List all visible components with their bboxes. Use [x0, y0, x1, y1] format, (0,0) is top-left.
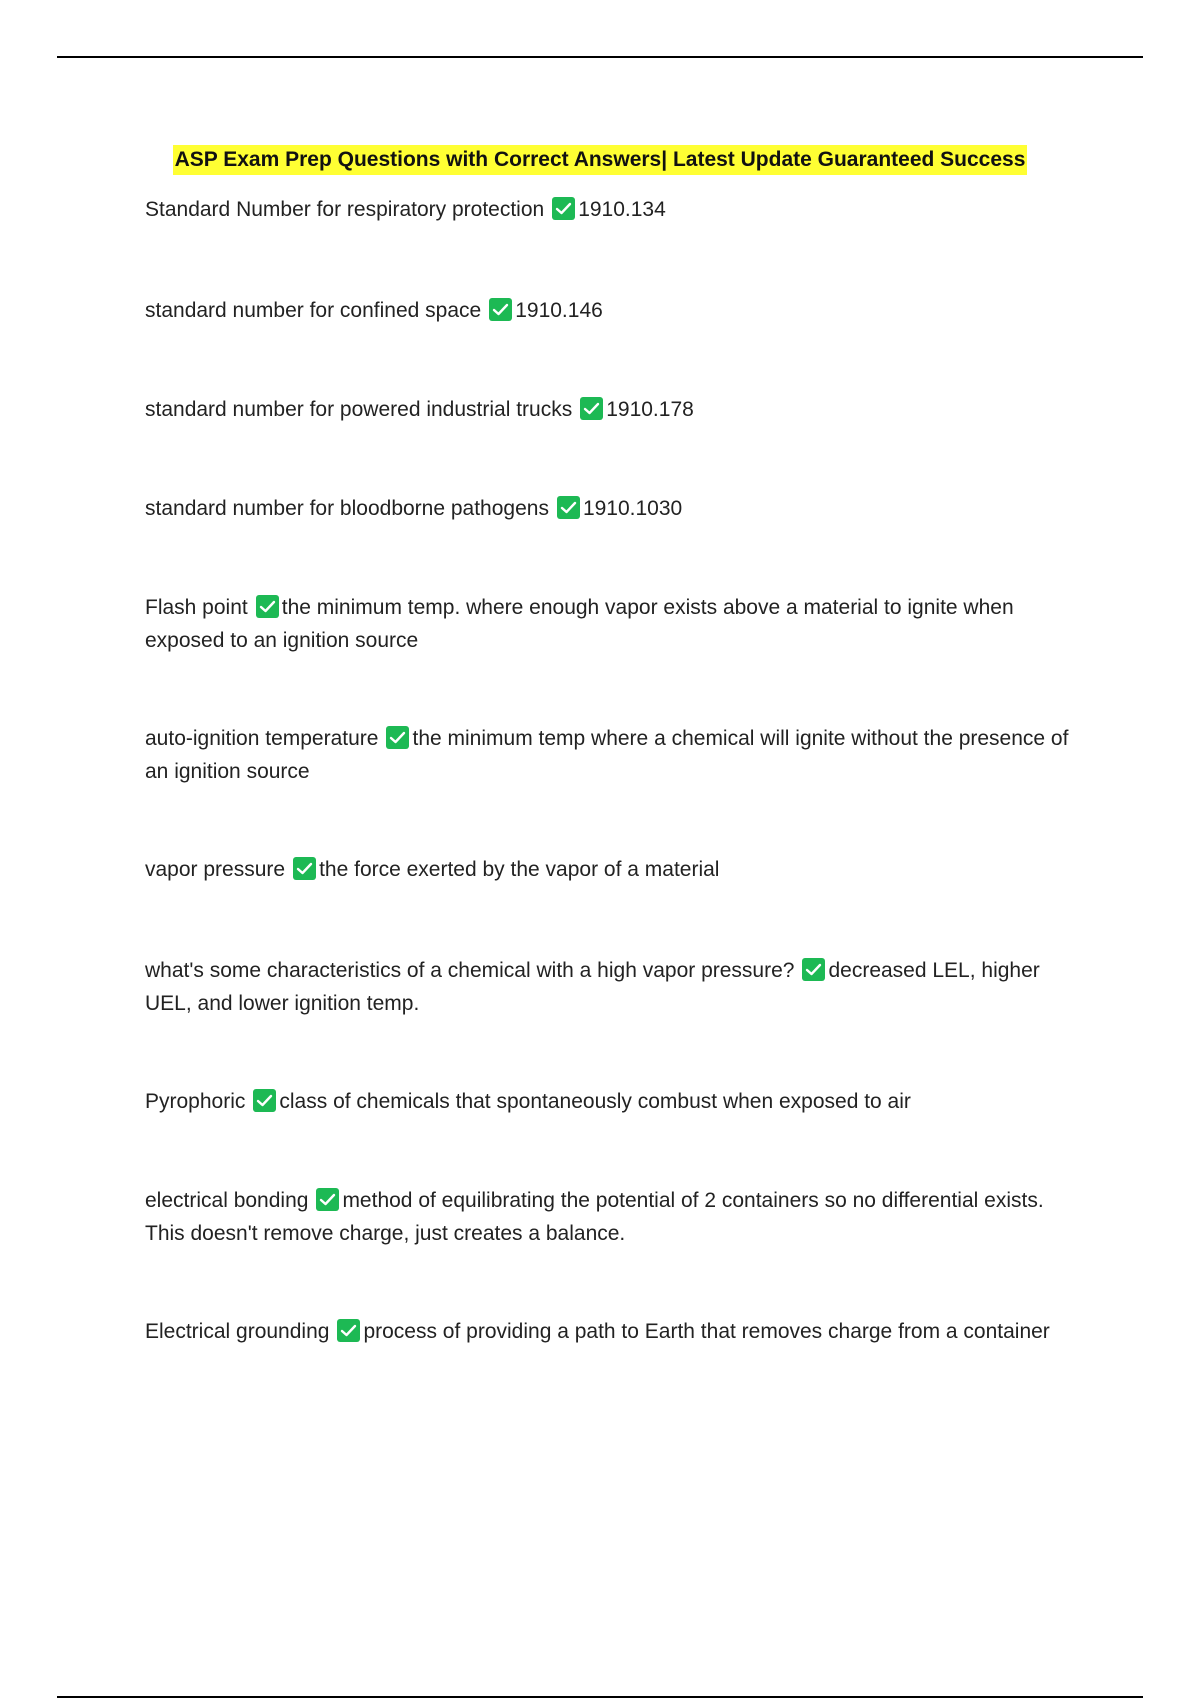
answer-text: method of equilibrating the potential of 2 containers so no differential exists. This doesn't remove charge, just creates a balance. — [145, 1189, 1044, 1245]
question-text: standard number for confined space — [145, 299, 482, 322]
qa-item — [145, 1085, 1085, 1118]
question-text: electrical bonding — [145, 1189, 309, 1212]
answer-text: 1910.1030 — [582, 497, 683, 520]
check-mark-icon — [256, 595, 279, 618]
footer-rule — [57, 1696, 1143, 1698]
answer-text: the force exerted by the vapor of a material — [319, 858, 720, 881]
question-text: Flash point — [145, 596, 248, 619]
qa-item — [145, 722, 1085, 788]
check-mark-icon — [557, 496, 580, 519]
qa-item — [145, 193, 1085, 226]
question-text: vapor pressure — [145, 858, 286, 881]
answer-text: process of providing a path to Earth that removes charge from a container — [363, 1320, 1050, 1343]
qa-item — [145, 853, 1085, 886]
qa-item — [145, 954, 1085, 1020]
qa-item — [145, 492, 1085, 525]
answer-text: the minimum temp. where enough vapor exists above a material to ignite when exposed to an ignition source — [145, 596, 1014, 652]
question-text: standard number for bloodborne pathogens — [145, 497, 549, 520]
check-mark-icon — [316, 1188, 339, 1211]
qa-item — [145, 1184, 1085, 1250]
check-mark-icon — [489, 298, 512, 321]
answer-text: the minimum temp where a chemical will ignite without the presence of an ignition source — [145, 727, 1069, 783]
check-mark-icon — [337, 1319, 360, 1342]
check-mark-icon — [580, 397, 603, 420]
question-text: Pyrophoric — [145, 1090, 246, 1113]
question-text: what's some characteristics of a chemical with a high vapor pressure? — [145, 959, 795, 982]
question-text: standard number for powered industrial trucks — [145, 398, 573, 421]
check-mark-icon — [552, 197, 575, 220]
check-mark-icon — [293, 857, 316, 880]
check-mark-icon — [386, 726, 409, 749]
qa-item — [145, 591, 1085, 657]
answer-text: 1910.146 — [515, 299, 603, 322]
qa-item — [145, 294, 1085, 327]
check-mark-icon — [253, 1089, 276, 1112]
qa-item — [145, 1315, 1085, 1348]
document-title: ASP Exam Prep Questions with Correct Answers| Latest Update Guaranteed Success — [173, 145, 1028, 175]
answer-text: 1910.178 — [606, 398, 694, 421]
question-text: auto-ignition temperature — [145, 727, 379, 750]
answer-text: 1910.134 — [578, 198, 666, 221]
answer-text: class of chemicals that spontaneously combust when exposed to air — [279, 1090, 911, 1113]
question-text: Standard Number for respiratory protection — [145, 198, 545, 221]
question-text: Electrical grounding — [145, 1320, 330, 1343]
qa-item — [145, 393, 1085, 426]
check-mark-icon — [802, 958, 825, 981]
answer-text: decreased LEL, higher UEL, and lower ignition temp. — [145, 959, 1040, 1015]
